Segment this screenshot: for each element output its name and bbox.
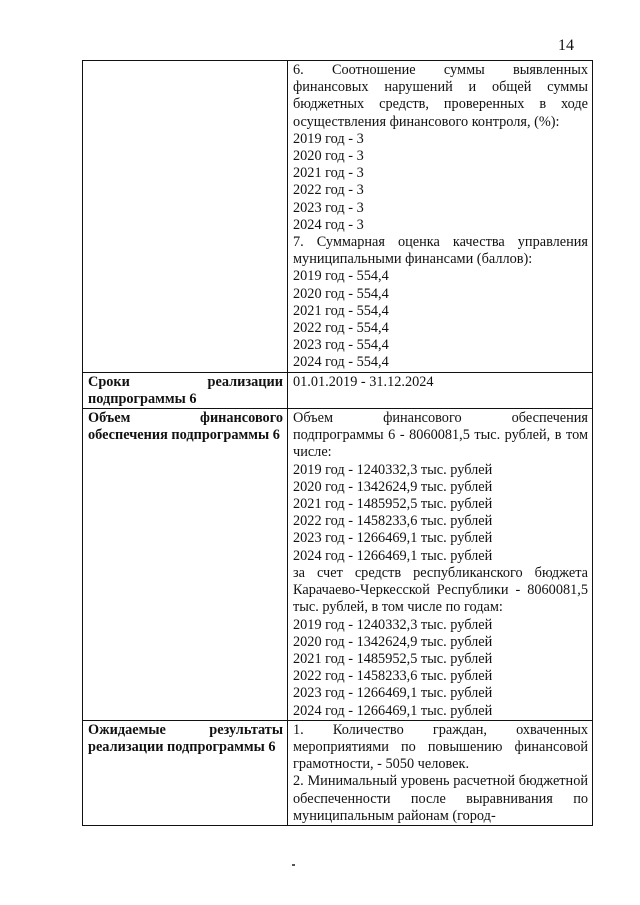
year-value-line: 2021 год - 3 — [293, 165, 364, 182]
year-value-line: 2019 год - 1240332,3 тыс. рублей — [293, 461, 493, 478]
paragraph: Объем финансового обеспечения подпрограммы 6 - 8060081,5 тыс. рублей, в том числе: — [293, 410, 588, 461]
year-value-line: 2023 год - 1266469,1 тыс. рублей — [293, 530, 493, 547]
subprogram-passport-table — [82, 60, 593, 826]
year-value-line: 2019 год - 554,4 — [293, 268, 389, 285]
paragraph: 6. Соотношение суммы выявленных финансовых нарушений и общей суммы бюджетных средств, проверенных в ходе осуществления финансового контроля, (%): — [293, 62, 588, 130]
year-value-line: 2021 год - 554,4 — [293, 302, 389, 319]
year-value-line: 2020 год - 1342624,9 тыс. рублей — [293, 633, 493, 650]
paragraph: 1. Количество граждан, охваченных мероприятиями по повышению финансовой грамотности, - 5050 человек. — [293, 721, 588, 773]
year-value-line: 2023 год - 1266469,1 тыс. рублей — [293, 685, 493, 702]
year-value-line: 2024 год - 554,4 — [293, 354, 389, 371]
paragraph: 7. Суммарная оценка качества управления муниципальными финансами (баллов): — [293, 234, 588, 268]
year-value-line: 01.01.2019 - 31.12.2024 — [293, 373, 434, 390]
table-row — [83, 720, 593, 825]
row-label: Ожидаемые результаты реализации подпрограммы 6 — [88, 721, 283, 755]
row-label: Объем финансового обеспечения подпрограммы 6 — [88, 410, 283, 444]
row-label-cell — [83, 61, 288, 373]
paragraph: 2. Минимальный уровень расчетной бюджетной обеспеченности после выравнивания по муниципальным районам (город- — [293, 773, 588, 824]
row-value-cell — [288, 372, 593, 408]
year-value-line: 2019 год - 3 — [293, 130, 364, 147]
row-label-cell — [83, 720, 288, 825]
year-value-line: 2020 год - 3 — [293, 148, 364, 165]
year-value-line: 2022 год - 554,4 — [293, 320, 389, 337]
page-number: 14 — [558, 37, 574, 54]
year-value-line: 2024 год - 1266469,1 тыс. рублей — [293, 547, 493, 564]
paragraph: за счет средств республиканского бюджета Карачаево-Черкесской Республики - 8060081,5 тыс. рублей, в том числе по годам: — [293, 564, 588, 616]
row-label-cell — [83, 372, 288, 408]
year-value-line: 2022 год - 1458233,6 тыс. рублей — [293, 513, 493, 530]
year-value-line: 2023 год - 554,4 — [293, 337, 389, 354]
passport-table-body — [83, 61, 593, 826]
table-row — [83, 61, 593, 373]
year-value-line: 2021 год - 1485952,5 тыс. рублей — [293, 650, 493, 667]
table-row — [83, 372, 593, 408]
row-value-cell — [288, 61, 593, 373]
year-value-line: 2019 год - 1240332,3 тыс. рублей — [293, 616, 493, 633]
row-value-cell — [288, 409, 593, 721]
table-row — [83, 409, 593, 721]
year-value-line: 2022 год - 1458233,6 тыс. рублей — [293, 668, 493, 685]
row-value-cell — [288, 720, 593, 825]
row-label: Сроки реализации подпрограммы 6 — [88, 373, 283, 407]
scan-dot — [292, 864, 295, 866]
year-value-line: 2022 год - 3 — [293, 182, 364, 199]
year-value-line: 2020 год - 1342624,9 тыс. рублей — [293, 478, 493, 495]
row-label-cell — [83, 409, 288, 721]
year-value-line: 2020 год - 554,4 — [293, 285, 389, 302]
year-value-line: 2021 год - 1485952,5 тыс. рублей — [293, 496, 493, 513]
year-value-line: 2024 год - 1266469,1 тыс. рублей — [293, 702, 493, 719]
year-value-line: 2024 год - 3 — [293, 216, 364, 233]
year-value-line: 2023 год - 3 — [293, 199, 364, 216]
